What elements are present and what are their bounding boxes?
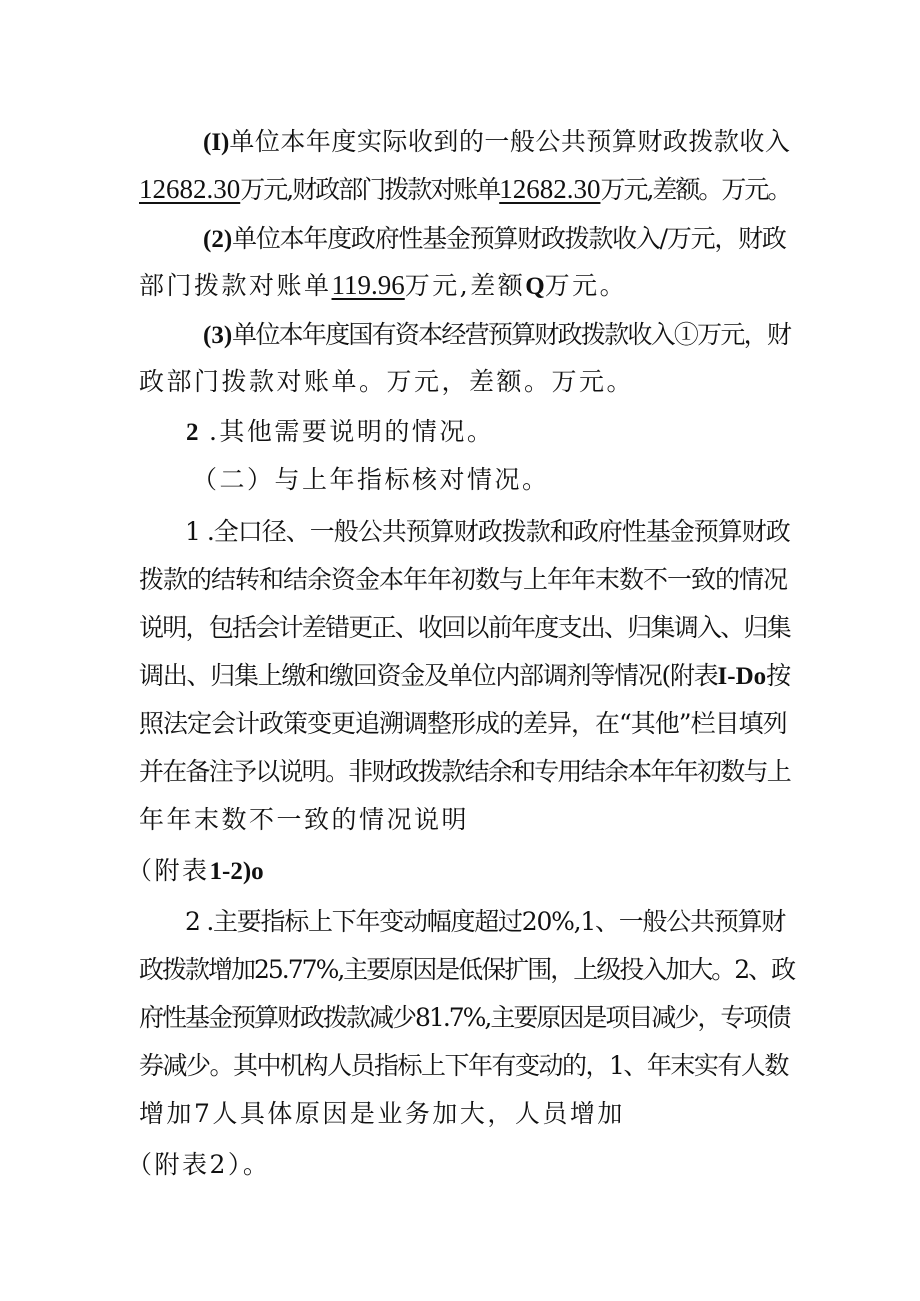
text: 增加7人具体原因是业务加大，人员增加 (139, 1099, 625, 1128)
amount-underlined: 12682.30 (139, 174, 241, 204)
text: 府性基金预算财政拨款减少81.7%,主要原因是项目减少，专项债 (139, 1003, 790, 1032)
item-number: (3) (203, 322, 233, 349)
item-2-heading (186, 417, 494, 448)
paragraph-4-line-7 (139, 805, 469, 835)
paragraph-2-line-1 (203, 224, 786, 255)
text: 政拨款增加25.77%,主要原因是低保扩围，上级投入加大。2、政 (139, 955, 795, 984)
text: 单位本年度政府性基金预算财政拨款收入/万元，财政 (232, 224, 786, 253)
text: .其他需要说明的情况。 (208, 417, 495, 446)
amount-underlined: 119.96 (331, 270, 405, 300)
paragraph-4-line-5 (139, 709, 787, 739)
text: （附表2）。 (127, 1150, 271, 1179)
text: 照法定会计政策变更追溯调整形成的差异，在“其他”栏目填列 (139, 709, 787, 738)
text: 2 .主要指标上下年变动幅度超过20%,1、一般公共预算财 (185, 907, 785, 936)
paragraph-5-line-4 (139, 1051, 788, 1081)
text: 单位本年度实际收到的一般公共预算财政拨款收入 (229, 127, 791, 156)
item-number: (2) (203, 226, 233, 253)
paragraph-4-line-4 (139, 661, 790, 692)
text: 万元,财政部门拨款对账单 (240, 175, 500, 204)
text: 万元,差额。万元。 (600, 175, 791, 204)
paragraph-4-line-2 (139, 565, 787, 595)
text: 券减少。其中机构人员指标上下年有变动的，1、年末实有人数 (139, 1051, 788, 1080)
text: 说明，包括会计差错更正、收回以前年度支出、归集调入、归集 (139, 613, 791, 642)
paragraph-5-line-2 (139, 955, 794, 985)
item-number: 2 (186, 419, 199, 446)
text: 调出、归集上缴和缴回资金及单位内部调剂等情况(附表 (139, 661, 718, 690)
text: 万元,差额 (404, 271, 526, 300)
text: 拨款的结转和结余资金本年年初数与上年年末数不一致的情况 (139, 565, 788, 594)
text: （二）与上年指标核对情况。 (192, 465, 550, 494)
text: I-Do (717, 663, 767, 690)
text: 按 (766, 661, 790, 690)
section-2-heading (192, 465, 550, 495)
paragraph-4-line-6 (139, 757, 790, 787)
paragraph-3-line-1 (203, 320, 790, 351)
paragraph-5-line-5 (139, 1099, 625, 1129)
text: 万元。 (544, 271, 628, 300)
paragraph-3-line-2 (139, 367, 634, 397)
text: Q (525, 273, 545, 300)
text: 政部门拨款对账单。万元，差额。万元。 (139, 367, 635, 396)
paragraph-1-line-2 (139, 174, 790, 205)
paragraph-5-line-1 (185, 907, 785, 937)
text: （附表 (127, 856, 210, 885)
paragraph-2-line-2 (139, 270, 627, 302)
paragraph-5-line-6 (127, 1150, 270, 1180)
text: 单位本年度国有资本经营预算财政拨款收入①万元，财 (232, 320, 791, 349)
text: 部门拨款对账单 (139, 271, 332, 300)
text: 并在备注予以说明。非财政拨款结余和专用结余本年年初数与上 (139, 757, 791, 786)
paragraph-1-line-1 (203, 127, 790, 158)
paragraph-5-line-3 (139, 1003, 789, 1033)
item-number: (I) (203, 129, 230, 156)
paragraph-4-line-8 (127, 856, 264, 887)
amount-underlined: 12682.30 (499, 174, 601, 204)
text: 1 .全口径、一般公共预算财政拨款和政府性基金预算财政 (185, 517, 790, 546)
paragraph-4-line-3 (139, 613, 790, 643)
paragraph-4-line-1 (185, 517, 790, 547)
text: 年年末数不一致的情况说明 (139, 805, 470, 834)
text: 1-2)o (209, 858, 264, 885)
